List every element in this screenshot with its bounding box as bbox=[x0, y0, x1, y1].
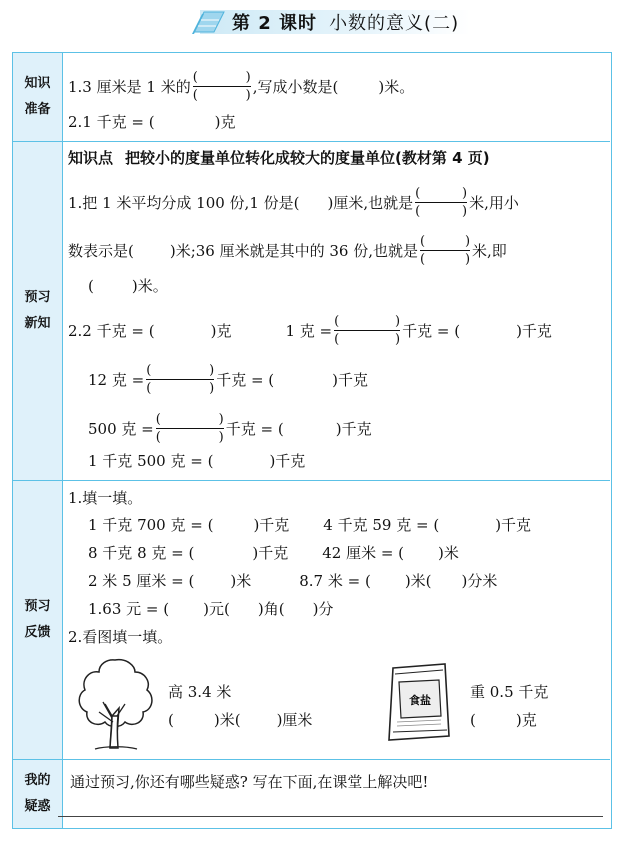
knowledge-point: 知识点 把较小的度量单位转化成较大的度量单位(教材第 4 页) bbox=[68, 149, 490, 167]
doubt-prompt: 通过预习,你还有哪些疑惑? 写在下面,在课堂上解决吧! bbox=[70, 773, 429, 791]
writing-line[interactable] bbox=[58, 816, 603, 817]
tree-answer-line: ( )米( )厘米 bbox=[168, 711, 313, 729]
salt-bag-icon bbox=[383, 662, 453, 742]
fraction-blank[interactable]: ( ) ( ) bbox=[192, 70, 251, 103]
knowledge-question-2-line-2: 12 克 = ( ) ( ) 千克 = ( )千克 bbox=[88, 363, 369, 396]
knowledge-question-1-line-3: ( )米。 bbox=[88, 277, 168, 295]
bag-answer-line: ( )克 bbox=[470, 711, 537, 729]
knowledge-question-1-line-2: 数表示是( )米;36 厘米就是其中的 36 份,也就是 ( ) ( ) 米,即 bbox=[68, 234, 507, 267]
lesson-number: 第 2 课时 bbox=[232, 13, 318, 34]
book-icon bbox=[190, 8, 226, 36]
divider bbox=[13, 480, 610, 481]
feedback-row-4: 1.63 元 = ( )元( )角( )分 bbox=[88, 600, 334, 618]
prep-question-1: 1.3 厘米是 1 米的 ( ) ( ) ,写成小数是( )米。 bbox=[68, 70, 415, 103]
prep-question-2: 2.1 千克 = ( )克 bbox=[68, 113, 236, 131]
page-header bbox=[0, 0, 624, 44]
fraction-blank[interactable]: ( ) ( ) bbox=[155, 412, 224, 445]
feedback-heading-2: 2.看图填一填。 bbox=[68, 628, 173, 646]
tree-height-label: 高 3.4 米 bbox=[168, 683, 232, 701]
fraction-blank[interactable]: ( ) ( ) bbox=[146, 363, 215, 396]
tree-illustration bbox=[75, 656, 155, 752]
feedback-row-3: 2 米 5 厘米 = ( )米 8.7 米 = ( )米( )分米 bbox=[88, 572, 498, 590]
section-label-fankui: 预习 反馈 bbox=[13, 481, 63, 759]
knowledge-question-2-line-1: 2.2 千克 = ( )克 1 克 = ( ) ( ) 千克 = ( )千克 bbox=[68, 314, 552, 347]
salt-label: 食盐 bbox=[409, 694, 431, 707]
feedback-heading-1: 1.填一填。 bbox=[68, 489, 143, 507]
page-title bbox=[232, 9, 459, 35]
bag-weight-label: 重 0.5 千克 bbox=[470, 683, 549, 701]
knowledge-question-2-line-3: 500 克 = ( ) ( ) 千克 = ( )千克 bbox=[88, 412, 372, 445]
divider bbox=[13, 141, 610, 142]
fraction-blank[interactable]: ( ) ( ) bbox=[334, 314, 401, 347]
lesson-title: 小数的意义(二) bbox=[329, 13, 460, 34]
fraction-blank[interactable]: ( ) ( ) bbox=[415, 186, 468, 219]
knowledge-question-1-line-1: 1.把 1 米平均分成 100 份,1 份是( )厘米,也就是 ( ) ( ) 米,用小 bbox=[68, 186, 519, 219]
knowledge-question-2-line-4: 1 千克 500 克 = ( )千克 bbox=[88, 452, 306, 470]
feedback-row-1: 1 千克 700 克 = ( )千克 4 千克 59 克 = ( )千克 bbox=[88, 516, 532, 534]
fraction-blank[interactable]: ( ) ( ) bbox=[420, 234, 471, 267]
section-label-yuxi: 预习 新知 bbox=[13, 142, 63, 480]
divider bbox=[13, 759, 610, 760]
section-label-yihuo: 我的 疑惑 bbox=[13, 760, 63, 828]
section-label-zhishi: 知识 准备 bbox=[13, 53, 63, 141]
feedback-row-2: 8 千克 8 克 = ( )千克 42 厘米 = ( )米 bbox=[88, 544, 459, 562]
